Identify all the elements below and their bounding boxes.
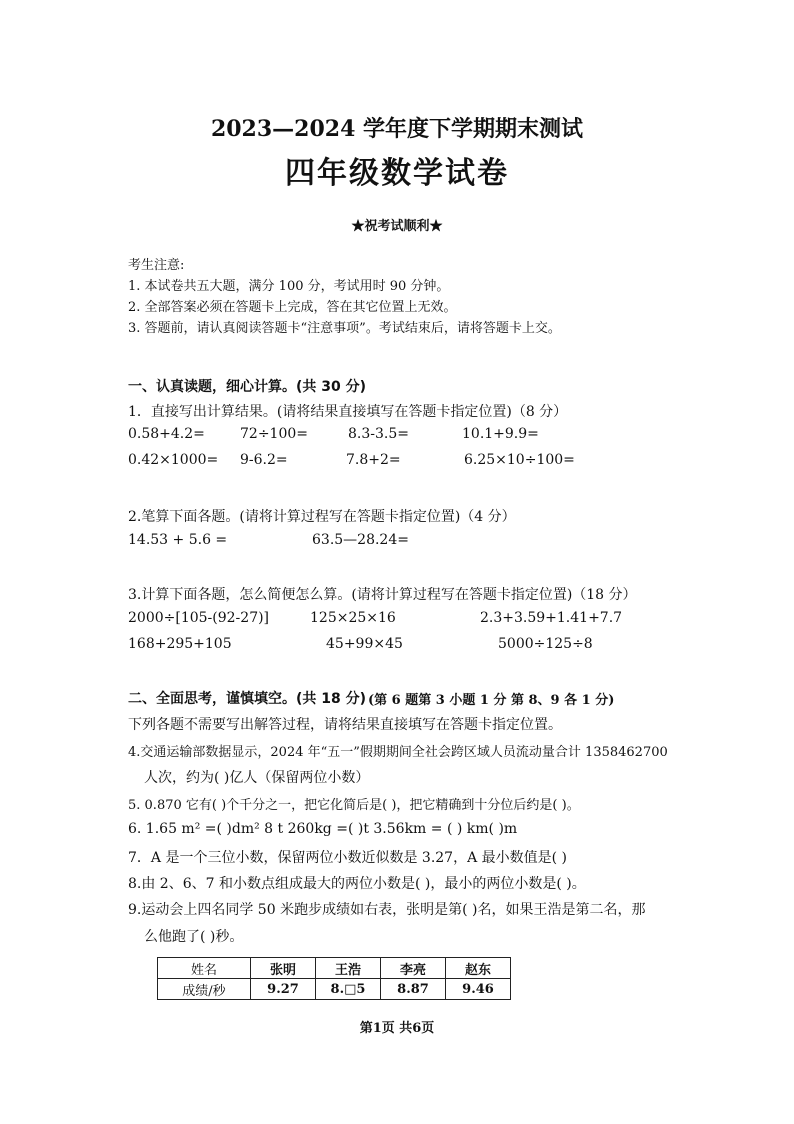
q2-item: 14.53 + 5.6 = [128,532,228,548]
table-cell: 8.87 [381,979,446,1000]
q2-item: 63.5—28.24= [312,532,409,548]
table-header-cell: 张明 [251,958,316,979]
q9-line1: 9.运动会上四名同学 50 米跑步成绩如右表，张明是第( )名，如果王浩是第二名，那 [128,902,646,918]
q3-prompt: 3.计算下面各题，怎么简便怎么算。(请将计算过程写在答题卡指定位置)（18 分） [128,587,637,603]
good-luck-line: ★祝考试顺利★ [351,219,443,234]
q1-item: 8.3-3.5= [348,426,409,442]
q1-prompt: 1．直接写出计算结果。(请将结果直接填写在答题卡指定位置)（8 分） [128,404,568,420]
q3-item: 2000÷[105-(92-27)] [128,610,270,626]
q2-prompt: 2.笔算下面各题。(请将计算过程写在答题卡指定位置)（4 分） [128,509,516,525]
q1-item: 0.58+4.2= [128,426,205,442]
q3-item: 5000÷125÷8 [498,636,593,652]
q1-item: 10.1+9.9= [462,426,539,442]
q9-line2: 么他跑了( )秒。 [144,929,244,945]
table-header-cell: 李亮 [381,958,446,979]
table-header-cell: 姓名 [158,958,251,979]
section2-heading: 二、全面思考，谨慎填空。(共 18 分) [128,691,367,707]
table-cell: 9.46 [446,979,511,1000]
q6: 6. 1.65 m² =( )dm² 8 t 260kg =( )t 3.56km = ( ) km( )m [128,821,518,837]
q1-item: 9-6.2= [240,452,288,468]
q1-item: 6.25×10÷100= [464,452,575,468]
page-footer: 第1页 共6页 [359,1021,435,1036]
q1-item: 72÷100= [240,426,308,442]
running-score-table [157,957,511,1000]
q1-item: 7.8+2= [346,452,401,468]
notice-heading: 考生注意: [128,258,185,273]
notice-item-1: 1. 本试卷共五大题，满分 100 分，考试用时 90 分钟。 [128,279,450,294]
exam-title: 2023—2024 学年度下学期期末测试 [210,116,584,142]
notice-item-2: 2. 全部答案必须在答题卡上完成，答在其它位置上无效。 [128,300,457,315]
q7: 7．A 是一个三位小数，保留两位小数近似数是 3.27，A 最小数值是( ) [128,850,568,866]
table-cell: 成绩/秒 [158,979,251,1000]
table-cell: 9.27 [251,979,316,1000]
q3-item: 125×25×16 [310,610,396,626]
q4-line2: 人次，约为( )亿人（保留两位小数） [144,770,370,786]
exam-subtitle: 四年级数学试卷 [285,156,509,191]
q3-item: 2.3+3.59+1.41+7.7 [480,610,623,626]
q8: 8.由 2、6、7 和小数点组成最大的两位小数是( )，最小的两位小数是( )。 [128,876,586,892]
table-header-cell: 赵东 [446,958,511,979]
table-cell: 8.□5 [316,979,381,1000]
notice-item-3: 3. 答题前，请认真阅读答题卡“注意事项”。考试结束后，请将答题卡上交。 [128,321,561,336]
table-header-row [158,958,511,979]
q3-item: 168+295+105 [128,636,232,652]
q1-item: 0.42×1000= [128,452,219,468]
table-row [158,979,511,1000]
q3-item: 45+99×45 [326,636,403,652]
section1-heading: 一、认真读题，细心计算。(共 30 分) [128,379,367,395]
q4-line1: 4.交通运输部数据显示，2024 年“五一”假期期间全社会跨区域人员流动量合计 1358462700 [128,745,668,760]
table-header-cell: 王浩 [316,958,381,979]
section2-heading-note: (第 6 题第 3 小题 1 分 第 8、9 各 1 分) [368,693,615,708]
q5: 5. 0.870 它有( )个千分之一，把它化简后是( )，把它精确到十分位后约是( )。 [128,798,580,813]
section2-instruction: 下列各题不需要写出解答过程，请将结果直接填写在答题卡指定位置。 [128,717,562,733]
